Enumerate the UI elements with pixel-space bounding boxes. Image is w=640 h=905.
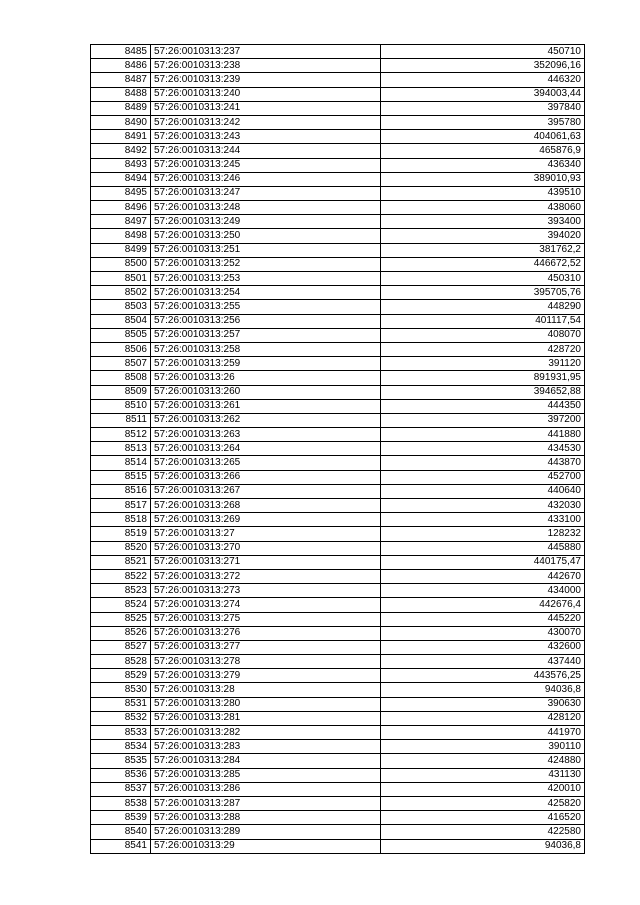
table-row bbox=[91, 257, 585, 271]
table-row bbox=[91, 428, 585, 442]
row-number: 8530 bbox=[91, 683, 151, 697]
cadastral-value: 439510 bbox=[381, 186, 585, 200]
cadastral-value: 441880 bbox=[381, 428, 585, 442]
cadastral-value: 433100 bbox=[381, 513, 585, 527]
row-number: 8507 bbox=[91, 357, 151, 371]
cadastral-value: 432030 bbox=[381, 499, 585, 513]
row-number: 8494 bbox=[91, 172, 151, 186]
cadastral-number: 57:26:0010313:284 bbox=[151, 754, 381, 768]
row-number: 8528 bbox=[91, 655, 151, 669]
cadastral-number: 57:26:0010313:288 bbox=[151, 811, 381, 825]
cadastral-value: 422580 bbox=[381, 825, 585, 839]
cadastral-value: 442670 bbox=[381, 569, 585, 583]
cadastral-number: 57:26:0010313:240 bbox=[151, 87, 381, 101]
row-number: 8541 bbox=[91, 839, 151, 853]
table-row bbox=[91, 229, 585, 243]
table-row bbox=[91, 499, 585, 513]
cadastral-value: 430070 bbox=[381, 626, 585, 640]
row-number: 8514 bbox=[91, 456, 151, 470]
cadastral-number: 57:26:0010313:289 bbox=[151, 825, 381, 839]
row-number: 8505 bbox=[91, 328, 151, 342]
row-number: 8515 bbox=[91, 470, 151, 484]
table-row bbox=[91, 45, 585, 59]
cadastral-number: 57:26:0010313:286 bbox=[151, 782, 381, 796]
cadastral-number: 57:26:0010313:280 bbox=[151, 697, 381, 711]
row-number: 8495 bbox=[91, 186, 151, 200]
table-row bbox=[91, 456, 585, 470]
cadastral-value: 94036,8 bbox=[381, 839, 585, 853]
cadastral-value: 891931,95 bbox=[381, 371, 585, 385]
cadastral-value: 436340 bbox=[381, 158, 585, 172]
row-number: 8540 bbox=[91, 825, 151, 839]
cadastral-value: 389010,93 bbox=[381, 172, 585, 186]
row-number: 8488 bbox=[91, 87, 151, 101]
cadastral-value: 445880 bbox=[381, 541, 585, 555]
table-row bbox=[91, 825, 585, 839]
cadastral-value: 444350 bbox=[381, 399, 585, 413]
cadastral-value: 442676,4 bbox=[381, 598, 585, 612]
table-row bbox=[91, 655, 585, 669]
cadastral-number: 57:26:0010313:266 bbox=[151, 470, 381, 484]
cadastral-value: 443576,25 bbox=[381, 669, 585, 683]
row-number: 8513 bbox=[91, 442, 151, 456]
cadastral-value: 443870 bbox=[381, 456, 585, 470]
row-number: 8527 bbox=[91, 640, 151, 654]
row-number: 8520 bbox=[91, 541, 151, 555]
row-number: 8533 bbox=[91, 726, 151, 740]
cadastral-number: 57:26:0010313:250 bbox=[151, 229, 381, 243]
table-row bbox=[91, 385, 585, 399]
cadastral-number: 57:26:0010313:281 bbox=[151, 711, 381, 725]
cadastral-value: 395780 bbox=[381, 115, 585, 129]
row-number: 8490 bbox=[91, 115, 151, 129]
cadastral-number: 57:26:0010313:272 bbox=[151, 569, 381, 583]
row-number: 8538 bbox=[91, 796, 151, 810]
cadastral-value: 438060 bbox=[381, 201, 585, 215]
cadastral-value: 450710 bbox=[381, 45, 585, 59]
cadastral-number: 57:26:0010313:287 bbox=[151, 796, 381, 810]
cadastral-value: 437440 bbox=[381, 655, 585, 669]
table-row bbox=[91, 328, 585, 342]
cadastral-number: 57:26:0010313:241 bbox=[151, 101, 381, 115]
cadastral-number: 57:26:0010313:263 bbox=[151, 428, 381, 442]
table-row bbox=[91, 527, 585, 541]
row-number: 8500 bbox=[91, 257, 151, 271]
table-row bbox=[91, 130, 585, 144]
cadastral-value: 394003,44 bbox=[381, 87, 585, 101]
cadastral-number: 57:26:0010313:26 bbox=[151, 371, 381, 385]
row-number: 8501 bbox=[91, 272, 151, 286]
row-number: 8497 bbox=[91, 215, 151, 229]
table-row bbox=[91, 711, 585, 725]
cadastral-value: 465876,9 bbox=[381, 144, 585, 158]
cadastral-number: 57:26:0010313:27 bbox=[151, 527, 381, 541]
cadastral-value: 448290 bbox=[381, 300, 585, 314]
cadastral-value: 441970 bbox=[381, 726, 585, 740]
cadastral-number: 57:26:0010313:248 bbox=[151, 201, 381, 215]
table-row bbox=[91, 272, 585, 286]
row-number: 8525 bbox=[91, 612, 151, 626]
row-number: 8510 bbox=[91, 399, 151, 413]
table-row bbox=[91, 669, 585, 683]
row-number: 8519 bbox=[91, 527, 151, 541]
cadastral-value: 446320 bbox=[381, 73, 585, 87]
row-number: 8537 bbox=[91, 782, 151, 796]
table-row bbox=[91, 782, 585, 796]
cadastral-value: 397840 bbox=[381, 101, 585, 115]
row-number: 8535 bbox=[91, 754, 151, 768]
row-number: 8503 bbox=[91, 300, 151, 314]
row-number: 8502 bbox=[91, 286, 151, 300]
cadastral-number: 57:26:0010313:242 bbox=[151, 115, 381, 129]
row-number: 8504 bbox=[91, 314, 151, 328]
row-number: 8529 bbox=[91, 669, 151, 683]
row-number: 8521 bbox=[91, 555, 151, 569]
row-number: 8486 bbox=[91, 59, 151, 73]
table-row bbox=[91, 413, 585, 427]
cadastral-number: 57:26:0010313:274 bbox=[151, 598, 381, 612]
cadastral-number: 57:26:0010313:252 bbox=[151, 257, 381, 271]
row-number: 8512 bbox=[91, 428, 151, 442]
cadastral-number: 57:26:0010313:265 bbox=[151, 456, 381, 470]
cadastral-number: 57:26:0010313:264 bbox=[151, 442, 381, 456]
table-row bbox=[91, 740, 585, 754]
row-number: 8517 bbox=[91, 499, 151, 513]
table-row bbox=[91, 101, 585, 115]
cadastral-number: 57:26:0010313:279 bbox=[151, 669, 381, 683]
cadastral-value: 401117,54 bbox=[381, 314, 585, 328]
cadastral-number: 57:26:0010313:273 bbox=[151, 584, 381, 598]
row-number: 8508 bbox=[91, 371, 151, 385]
row-number: 8518 bbox=[91, 513, 151, 527]
table-row bbox=[91, 697, 585, 711]
table-row bbox=[91, 286, 585, 300]
table-row bbox=[91, 541, 585, 555]
cadastral-value: 432600 bbox=[381, 640, 585, 654]
cadastral-number: 57:26:0010313:283 bbox=[151, 740, 381, 754]
table-row bbox=[91, 626, 585, 640]
cadastral-number: 57:26:0010313:251 bbox=[151, 243, 381, 257]
cadastral-number: 57:26:0010313:260 bbox=[151, 385, 381, 399]
row-number: 8509 bbox=[91, 385, 151, 399]
table-row bbox=[91, 73, 585, 87]
table-row bbox=[91, 186, 585, 200]
table-row bbox=[91, 371, 585, 385]
cadastral-number: 57:26:0010313:258 bbox=[151, 342, 381, 356]
cadastral-number: 57:26:0010313:238 bbox=[151, 59, 381, 73]
cadastral-value: 446672,52 bbox=[381, 257, 585, 271]
row-number: 8485 bbox=[91, 45, 151, 59]
cadastral-value: 440640 bbox=[381, 484, 585, 498]
cadastral-value: 395705,76 bbox=[381, 286, 585, 300]
cadastral-number: 57:26:0010313:285 bbox=[151, 768, 381, 782]
table-row bbox=[91, 215, 585, 229]
cadastral-number: 57:26:0010313:271 bbox=[151, 555, 381, 569]
cadastral-number: 57:26:0010313:239 bbox=[151, 73, 381, 87]
cadastral-value: 416520 bbox=[381, 811, 585, 825]
cadastral-value: 431130 bbox=[381, 768, 585, 782]
cadastral-value: 394652,88 bbox=[381, 385, 585, 399]
cadastral-value: 428720 bbox=[381, 342, 585, 356]
cadastral-value: 434000 bbox=[381, 584, 585, 598]
table-row bbox=[91, 59, 585, 73]
cadastral-value: 450310 bbox=[381, 272, 585, 286]
cadastral-number: 57:26:0010313:29 bbox=[151, 839, 381, 853]
cadastral-number: 57:26:0010313:255 bbox=[151, 300, 381, 314]
row-number: 8498 bbox=[91, 229, 151, 243]
cadastral-number: 57:26:0010313:256 bbox=[151, 314, 381, 328]
cadastral-number: 57:26:0010313:275 bbox=[151, 612, 381, 626]
table-row bbox=[91, 513, 585, 527]
cadastral-value-table bbox=[90, 44, 585, 854]
cadastral-number: 57:26:0010313:243 bbox=[151, 130, 381, 144]
table-row bbox=[91, 115, 585, 129]
cadastral-value: 452700 bbox=[381, 470, 585, 484]
table-row bbox=[91, 357, 585, 371]
cadastral-value: 390110 bbox=[381, 740, 585, 754]
table-row bbox=[91, 158, 585, 172]
table-row bbox=[91, 399, 585, 413]
row-number: 8496 bbox=[91, 201, 151, 215]
row-number: 8522 bbox=[91, 569, 151, 583]
cadastral-number: 57:26:0010313:282 bbox=[151, 726, 381, 740]
row-number: 8526 bbox=[91, 626, 151, 640]
cadastral-value: 428120 bbox=[381, 711, 585, 725]
row-number: 8493 bbox=[91, 158, 151, 172]
row-number: 8511 bbox=[91, 413, 151, 427]
table-row bbox=[91, 768, 585, 782]
cadastral-number: 57:26:0010313:245 bbox=[151, 158, 381, 172]
row-number: 8536 bbox=[91, 768, 151, 782]
table-row bbox=[91, 584, 585, 598]
cadastral-number: 57:26:0010313:249 bbox=[151, 215, 381, 229]
table-row bbox=[91, 300, 585, 314]
cadastral-number: 57:26:0010313:276 bbox=[151, 626, 381, 640]
table-row bbox=[91, 839, 585, 853]
cadastral-number: 57:26:0010313:259 bbox=[151, 357, 381, 371]
cadastral-number: 57:26:0010313:267 bbox=[151, 484, 381, 498]
cadastral-number: 57:26:0010313:254 bbox=[151, 286, 381, 300]
table-row bbox=[91, 811, 585, 825]
row-number: 8489 bbox=[91, 101, 151, 115]
table-row bbox=[91, 612, 585, 626]
row-number: 8524 bbox=[91, 598, 151, 612]
table-row bbox=[91, 201, 585, 215]
table-row bbox=[91, 569, 585, 583]
cadastral-value: 445220 bbox=[381, 612, 585, 626]
cadastral-value: 397200 bbox=[381, 413, 585, 427]
row-number: 8531 bbox=[91, 697, 151, 711]
cadastral-value: 390630 bbox=[381, 697, 585, 711]
row-number: 8532 bbox=[91, 711, 151, 725]
cadastral-number: 57:26:0010313:257 bbox=[151, 328, 381, 342]
cadastral-value: 408070 bbox=[381, 328, 585, 342]
table-row bbox=[91, 683, 585, 697]
table-row bbox=[91, 640, 585, 654]
cadastral-value: 128232 bbox=[381, 527, 585, 541]
cadastral-number: 57:26:0010313:270 bbox=[151, 541, 381, 555]
row-number: 8487 bbox=[91, 73, 151, 87]
table-row bbox=[91, 598, 585, 612]
cadastral-value: 404061,63 bbox=[381, 130, 585, 144]
row-number: 8516 bbox=[91, 484, 151, 498]
table-row bbox=[91, 87, 585, 101]
cadastral-number: 57:26:0010313:277 bbox=[151, 640, 381, 654]
cadastral-value: 94036,8 bbox=[381, 683, 585, 697]
table-row bbox=[91, 144, 585, 158]
cadastral-value: 394020 bbox=[381, 229, 585, 243]
cadastral-number: 57:26:0010313:28 bbox=[151, 683, 381, 697]
table-row bbox=[91, 342, 585, 356]
cadastral-number: 57:26:0010313:246 bbox=[151, 172, 381, 186]
row-number: 8534 bbox=[91, 740, 151, 754]
table-row bbox=[91, 172, 585, 186]
table-body bbox=[91, 45, 585, 854]
table-row bbox=[91, 484, 585, 498]
table-row bbox=[91, 470, 585, 484]
cadastral-number: 57:26:0010313:261 bbox=[151, 399, 381, 413]
cadastral-value: 440175,47 bbox=[381, 555, 585, 569]
cadastral-number: 57:26:0010313:268 bbox=[151, 499, 381, 513]
cadastral-number: 57:26:0010313:237 bbox=[151, 45, 381, 59]
cadastral-value: 381762,2 bbox=[381, 243, 585, 257]
table-row bbox=[91, 754, 585, 768]
cadastral-number: 57:26:0010313:269 bbox=[151, 513, 381, 527]
row-number: 8499 bbox=[91, 243, 151, 257]
cadastral-number: 57:26:0010313:244 bbox=[151, 144, 381, 158]
table-row bbox=[91, 442, 585, 456]
cadastral-value: 352096,16 bbox=[381, 59, 585, 73]
cadastral-value: 424880 bbox=[381, 754, 585, 768]
cadastral-number: 57:26:0010313:262 bbox=[151, 413, 381, 427]
cadastral-value: 420010 bbox=[381, 782, 585, 796]
row-number: 8523 bbox=[91, 584, 151, 598]
table-row bbox=[91, 243, 585, 257]
cadastral-value: 425820 bbox=[381, 796, 585, 810]
table-row bbox=[91, 314, 585, 328]
table-row bbox=[91, 726, 585, 740]
table-row bbox=[91, 555, 585, 569]
cadastral-value: 393400 bbox=[381, 215, 585, 229]
cadastral-number: 57:26:0010313:253 bbox=[151, 272, 381, 286]
row-number: 8491 bbox=[91, 130, 151, 144]
cadastral-number: 57:26:0010313:247 bbox=[151, 186, 381, 200]
cadastral-number: 57:26:0010313:278 bbox=[151, 655, 381, 669]
cadastral-value: 391120 bbox=[381, 357, 585, 371]
row-number: 8539 bbox=[91, 811, 151, 825]
row-number: 8506 bbox=[91, 342, 151, 356]
table-row bbox=[91, 796, 585, 810]
row-number: 8492 bbox=[91, 144, 151, 158]
cadastral-value: 434530 bbox=[381, 442, 585, 456]
